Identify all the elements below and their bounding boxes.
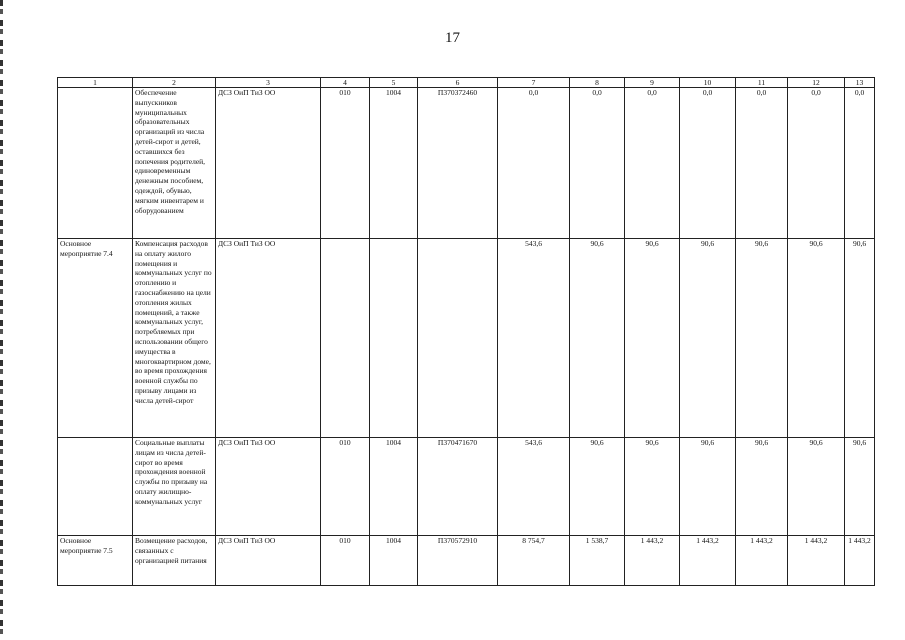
page-number: 17 xyxy=(445,30,460,46)
description-cell: Обеспечение выпускников муниципальных образовательных организаций из числа детей-сирот и детей, оставшихся без попечения родителей, единовременным денежным пособием, одеждой, обувью, мягким инвентарем и оборудованием xyxy=(133,88,216,239)
value-cell: 1 538,7 xyxy=(570,536,625,586)
description-cell: Социальные выплаты лицам из числа детей-сирот во время прохождения военной службы по призыву на оплату жилищно-коммунальных услуг xyxy=(133,438,216,536)
value-cell: 0,0 xyxy=(680,88,736,239)
rzpr-cell: 1004 xyxy=(370,88,418,239)
csr-cell xyxy=(418,239,498,438)
value-cell: 0,0 xyxy=(625,88,680,239)
executor-cell: ДСЗ ОиП ТиЗ ОО xyxy=(216,536,321,586)
value-cell: 90,6 xyxy=(788,438,845,536)
header-cell: 9 xyxy=(625,78,680,88)
table-row xyxy=(58,536,875,586)
value-cell: 0,0 xyxy=(788,88,845,239)
value-cell: 90,6 xyxy=(680,438,736,536)
header-cell: 12 xyxy=(788,78,845,88)
value-cell: 1 443,2 xyxy=(625,536,680,586)
header-cell: 2 xyxy=(133,78,216,88)
table-row xyxy=(58,88,875,239)
csr-cell: П370372460 xyxy=(418,88,498,239)
value-cell: 90,6 xyxy=(845,438,875,536)
rzpr-cell xyxy=(370,239,418,438)
value-cell: 1 443,2 xyxy=(736,536,788,586)
executor-cell: ДСЗ ОиП ТиЗ ОО xyxy=(216,88,321,239)
grbs-cell: 010 xyxy=(321,536,370,586)
header-cell: 4 xyxy=(321,78,370,88)
value-cell: 90,6 xyxy=(736,239,788,438)
description-cell: Возмещение расходов, связанных с организацией питания xyxy=(133,536,216,586)
value-cell: 0,0 xyxy=(736,88,788,239)
value-cell: 90,6 xyxy=(570,438,625,536)
header-cell: 6 xyxy=(418,78,498,88)
value-cell: 0,0 xyxy=(570,88,625,239)
value-cell: 90,6 xyxy=(680,239,736,438)
grbs-cell: 010 xyxy=(321,88,370,239)
measure-cell: Основное мероприятие 7.4 xyxy=(58,239,133,438)
executor-cell: ДСЗ ОиП ТиЗ ОО xyxy=(216,239,321,438)
scan-edge xyxy=(0,0,3,640)
value-cell: 90,6 xyxy=(845,239,875,438)
value-cell: 90,6 xyxy=(736,438,788,536)
header-cell: 3 xyxy=(216,78,321,88)
value-cell: 90,6 xyxy=(625,438,680,536)
table-header-row xyxy=(58,78,875,88)
value-cell: 1 443,2 xyxy=(788,536,845,586)
header-cell: 7 xyxy=(498,78,570,88)
value-cell: 0,0 xyxy=(498,88,570,239)
executor-cell: ДСЗ ОиП ТиЗ ОО xyxy=(216,438,321,536)
table-row xyxy=(58,239,875,438)
csr-cell: П370471670 xyxy=(418,438,498,536)
measure-cell xyxy=(58,88,133,239)
header-cell: 11 xyxy=(736,78,788,88)
rzpr-cell: 1004 xyxy=(370,438,418,536)
rzpr-cell: 1004 xyxy=(370,536,418,586)
grbs-cell: 010 xyxy=(321,438,370,536)
value-cell: 1 443,2 xyxy=(845,536,875,586)
header-cell: 8 xyxy=(570,78,625,88)
value-cell: 1 443,2 xyxy=(680,536,736,586)
value-cell: 543,6 xyxy=(498,239,570,438)
budget-table xyxy=(57,77,875,586)
measure-cell: Основное мероприятие 7.5 xyxy=(58,536,133,586)
measure-cell xyxy=(58,438,133,536)
csr-cell: П370572910 xyxy=(418,536,498,586)
value-cell: 543,6 xyxy=(498,438,570,536)
value-cell: 90,6 xyxy=(788,239,845,438)
table-row xyxy=(58,438,875,536)
header-cell: 13 xyxy=(845,78,875,88)
header-cell: 10 xyxy=(680,78,736,88)
header-cell: 5 xyxy=(370,78,418,88)
header-cell: 1 xyxy=(58,78,133,88)
description-cell: Компенсация расходов на оплату жилого помещения и коммунальных услуг по отоплению и газоснабжению на цели отопления жилых помещений, а также коммунальных услуг, потребляемых при использовании общего имущества в многоквартирном доме, во время прохождения военной службы по призыву лицами из числа детей-сирот xyxy=(133,239,216,438)
value-cell: 0,0 xyxy=(845,88,875,239)
value-cell: 90,6 xyxy=(570,239,625,438)
value-cell: 8 754,7 xyxy=(498,536,570,586)
value-cell: 90,6 xyxy=(625,239,680,438)
grbs-cell xyxy=(321,239,370,438)
